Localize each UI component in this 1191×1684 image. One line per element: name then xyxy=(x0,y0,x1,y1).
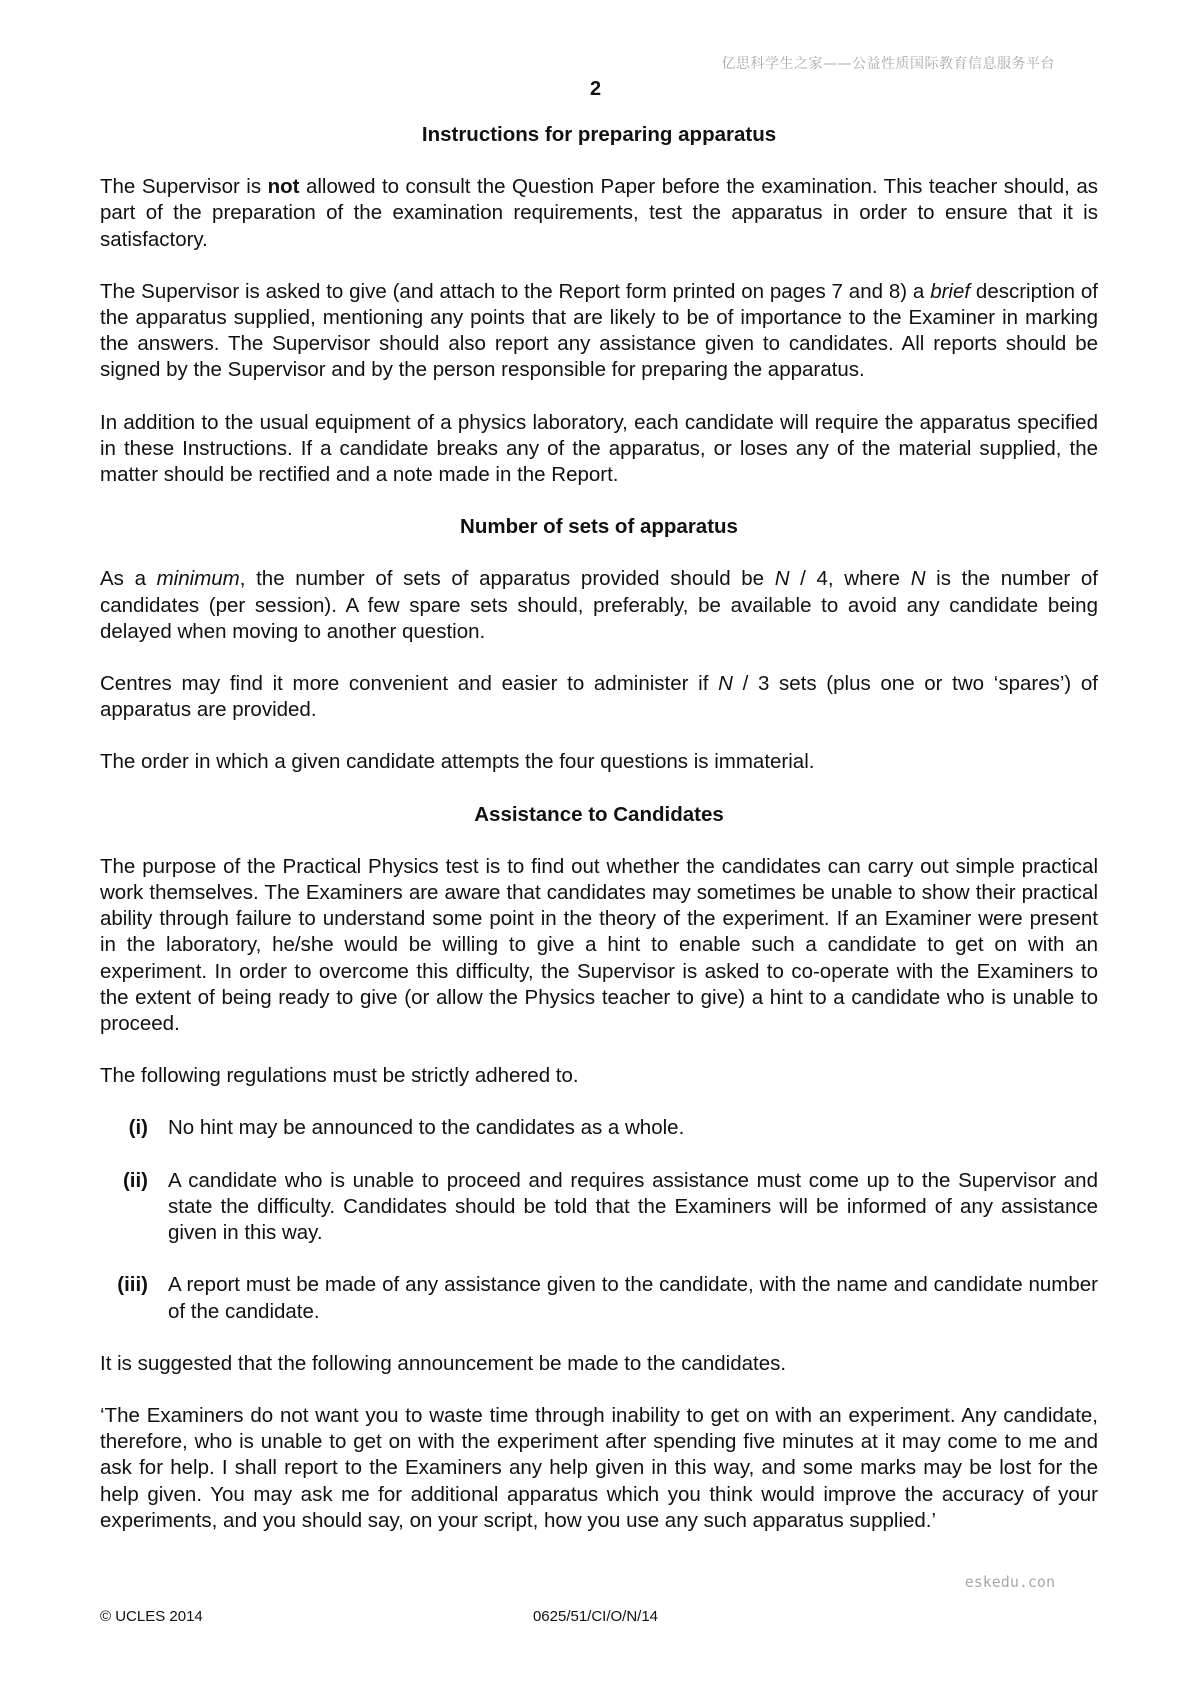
list-marker: (i) xyxy=(128,1116,148,1140)
header-watermark: 亿思科学生之家——公益性质国际教育信息服务平台 xyxy=(721,56,1055,72)
text-span: / 4, where xyxy=(789,567,911,591)
paragraph-announcement-intro: It is suggested that the following announcement be made to the candidates. xyxy=(100,1351,787,1375)
text-span: As a xyxy=(100,567,157,591)
list-item-text: A candidate who is unable to proceed and requires assistance must come up to the Supervisor and state the difficulty. Candidates should be told that the Examiners will be informed of any assistance given in this way. xyxy=(168,1168,1098,1245)
footer-watermark: eskedu.con xyxy=(964,1573,1055,1591)
section-heading-preparing-apparatus: Instructions for preparing apparatus xyxy=(421,123,777,146)
list-item-text: A report must be made of any assistance given to the candidate, with the name and candidate number of the candidate. xyxy=(168,1273,1098,1323)
paragraph-supervisor-report xyxy=(100,279,1098,384)
text-span: description of the apparatus supplied, mentioning any points that are likely to be of importance to the Examiner in marking the answers. The Supervisor should also report any assistance given to candidates. All reports should be signed by the Supervisor and by the person responsible for preparing the apparatus. xyxy=(100,279,1099,382)
paragraph-order-immaterial: The order in which a given candidate attempts the four questions is immaterial. xyxy=(100,750,815,774)
italic-variable-n: N xyxy=(910,567,926,591)
list-item-text: No hint may be announced to the candidates as a whole. xyxy=(168,1116,685,1140)
footer-document-code: 0625/51/CI/O/N/14 xyxy=(532,1608,659,1625)
list-marker: (ii) xyxy=(122,1168,148,1192)
italic-variable-n: N xyxy=(718,672,733,696)
paragraph-usual-equipment: In addition to the usual equipment of a physics laboratory, each candidate will require the apparatus specified in these Instructions. If a candidate breaks any of the apparatus, or loses any of the material supplied, the matter should be rectified and a note made in the Report. xyxy=(100,410,1098,487)
list-item xyxy=(100,1272,1098,1324)
list-item xyxy=(100,1168,1098,1247)
text-span: Centres may find it more convenient and easier to administer if xyxy=(100,672,719,696)
paragraph-supervisor-not-allowed xyxy=(100,174,1098,253)
text-span: The Supervisor is asked to give (and attach to the Report form printed on pages 7 and 8) a xyxy=(100,279,931,303)
bold-emphasis: not xyxy=(267,175,300,199)
page-number: 2 xyxy=(589,78,602,100)
italic-variable-n: N xyxy=(774,567,790,591)
italic-emphasis: brief xyxy=(930,279,971,303)
italic-emphasis: minimum xyxy=(156,567,240,591)
document-body xyxy=(100,122,1098,1560)
list-marker: (iii) xyxy=(117,1273,148,1297)
paragraph-minimum-sets xyxy=(100,566,1098,645)
text-span: The Supervisor is xyxy=(100,175,268,199)
paragraph-regulations-intro: The following regulations must be strictly adhered to. xyxy=(100,1064,579,1088)
text-span: is the number of candidates (per session). A few spare sets should, preferably, be available to avoid any candidate being delayed when moving to another question. xyxy=(100,567,1098,643)
paragraph-centres-convenient xyxy=(100,671,1098,723)
section-heading-assistance: Assistance to Candidates xyxy=(474,802,724,826)
text-span: allowed to consult the Question Paper before the examination. This teacher should, as part of the preparation of the examination requirements, test the apparatus in order to ensure that it is satisfactory. xyxy=(100,175,1098,251)
paragraph-announcement-quote: ‘The Examiners do not want you to waste time through inability to get on with an experiment. Any candidate, therefore, who is unable to get on with the experiment after spending five minutes at it may come to me and ask for help. I shall report to the Examiners any help given in this way, and some marks may be lost for the help given. You may ask me for additional apparatus which you think would improve the accuracy of your experiments, and you should say, on your script, how you use any such apparatus supplied.’ xyxy=(100,1403,1098,1532)
paragraph-purpose-of-test: The purpose of the Practical Physics test is to find out whether the candidates can carry out simple practical work themselves. The Examiners are aware that candidates may sometimes be unable to show their practical ability through failure to understand some point in the theory of the experiment. If an Examiner were present in the laboratory, he/she would be willing to give a hint to enable such a candidate to get on with an experiment. In order to overcome this difficulty, the Supervisor is asked to co-operate with the Examiners to the extent of being ready to give (or allow the Physics teacher to give) a hint to a candidate who is unable to proceed. xyxy=(100,854,1098,1036)
list-item xyxy=(100,1115,1098,1141)
text-span: , the number of sets of apparatus provided should be xyxy=(239,567,775,591)
text-span: / 3 sets (plus one or two ‘spares’) of apparatus are provided. xyxy=(100,672,1099,722)
section-heading-number-of-sets: Number of sets of apparatus xyxy=(460,515,738,539)
footer-copyright: © UCLES 2014 xyxy=(100,1608,203,1625)
